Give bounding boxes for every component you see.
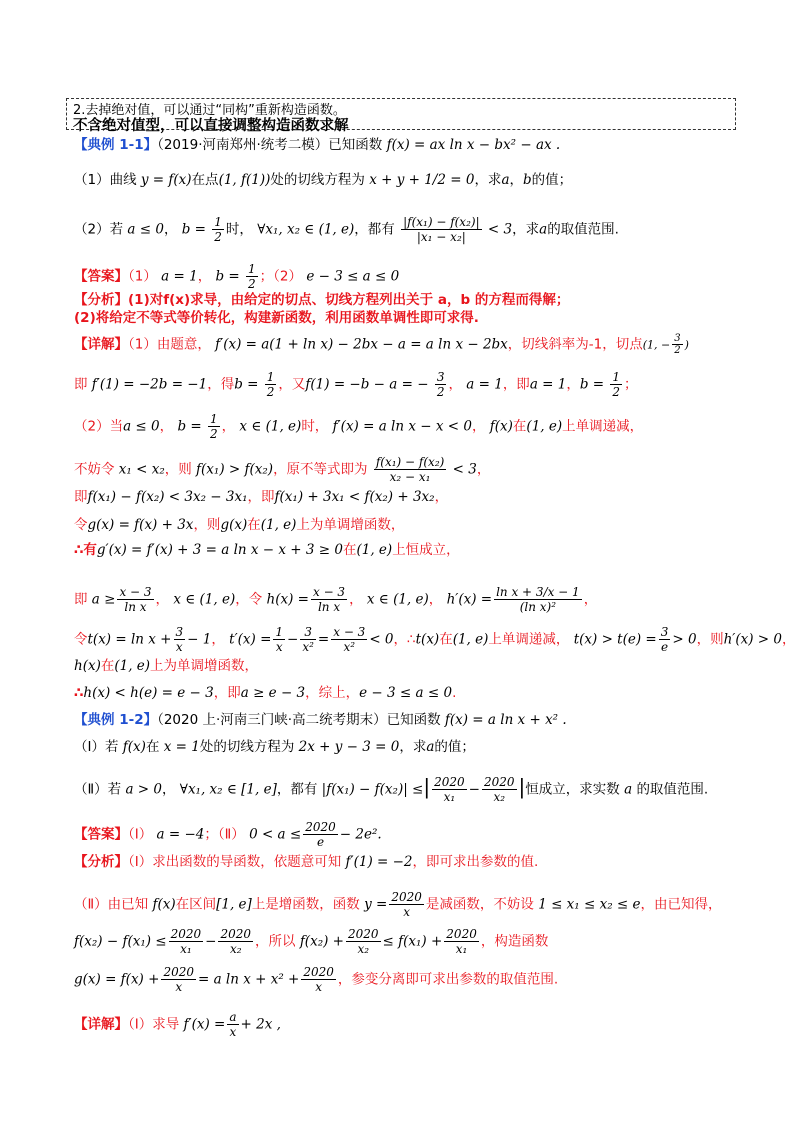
text: ，则: [696, 631, 724, 648]
text: 时，: [225, 221, 253, 238]
text: 在点: [191, 172, 219, 188]
text: 即: [74, 591, 88, 608]
ex1-tag: 【典例 1-1】: [74, 137, 158, 153]
denominator: x: [175, 980, 183, 994]
numerator: 1: [214, 215, 222, 229]
numerator: a: [229, 1010, 237, 1024]
text: 处的切线方程为: [270, 172, 365, 188]
math: f′(x) = a ln x − x < 0: [332, 418, 472, 435]
text: （2）若: [74, 221, 124, 238]
text: ，令: [235, 591, 263, 608]
text: ，: [155, 591, 170, 608]
math: |f(x₁) − f(x₂)| ≤: [321, 781, 424, 798]
text: ，则: [193, 517, 221, 533]
math: b =: [234, 376, 259, 393]
ex1-q2: [74, 215, 744, 244]
fraction: [374, 455, 446, 484]
fraction: [672, 333, 682, 356]
math: f′(x) = a(1 + ln x) − 2bx − a = a ln x − 2bx: [215, 336, 508, 353]
math: b: [523, 172, 532, 188]
math: − 1: [187, 631, 212, 648]
math: f(x): [489, 418, 513, 435]
ex2-analysis-3: [74, 927, 744, 956]
denominator: x₂: [357, 942, 370, 956]
text: ，即: [502, 376, 530, 393]
text: ；（2）: [259, 268, 303, 285]
math: (1, e): [526, 418, 563, 435]
text: 令: [74, 631, 88, 648]
numerator: 2020: [220, 927, 252, 941]
math: f(x₁) − f(x₂) < 3x₂ − 3x₁: [87, 489, 248, 505]
text: 上是增函数，函数: [251, 896, 360, 913]
method-subtitle: 不含绝对值型，可以直接调整构造函数求解: [73, 118, 349, 134]
text: 即: [74, 489, 88, 505]
math: (1, e): [452, 631, 489, 648]
ex1-header: [74, 135, 744, 155]
denominator: x₁: [443, 790, 456, 804]
text: ，: [349, 591, 363, 608]
math: x = 1: [163, 739, 200, 755]
text: （Ⅰ）: [128, 826, 153, 843]
math: a: [624, 781, 633, 798]
numerator: 2020: [434, 775, 465, 789]
math: b =: [177, 418, 202, 435]
text: ，: [448, 376, 462, 393]
text: ，∴: [393, 631, 416, 648]
numerator: 2020: [303, 965, 334, 979]
text: ，: [509, 172, 523, 188]
math: b =: [215, 268, 240, 285]
denominator: x: [275, 640, 283, 654]
text: 上单调递减，: [562, 418, 644, 435]
fraction: [311, 585, 347, 614]
text: ，原不等式即为: [273, 461, 368, 478]
fraction: [435, 370, 447, 399]
math: (1, e): [356, 542, 393, 558]
numerator: 2020: [391, 890, 422, 904]
fraction: [246, 262, 258, 291]
math: −: [468, 781, 480, 798]
math: a = −4: [156, 826, 205, 843]
math: a: [539, 221, 548, 238]
ex1-detail-6: [74, 515, 744, 535]
numerator: 3: [300, 625, 316, 640]
ex1-detail-9: [74, 625, 796, 654]
numerator: 3: [674, 333, 681, 344]
math: (1, e): [114, 658, 151, 674]
fraction: [218, 927, 253, 956]
text: ∴有: [74, 542, 97, 558]
text: （Ⅰ）求导: [128, 1016, 180, 1033]
math: 0 < a ≤: [249, 826, 302, 843]
text: 令: [74, 517, 88, 533]
denominator: 2: [209, 427, 218, 441]
numerator: x − 3: [119, 585, 152, 599]
text: ，: [583, 591, 598, 608]
text: ，即: [213, 685, 241, 701]
denominator: |x₁ − x₂|: [416, 230, 466, 244]
text: （1）由题意，: [128, 336, 211, 353]
text: （1）: [128, 268, 157, 285]
text: ，又: [278, 376, 306, 393]
ex1-detail-4: [74, 455, 744, 484]
denominator: x: [175, 640, 183, 654]
math: a ≥ e − 3: [240, 685, 306, 701]
text: 时，: [301, 418, 329, 435]
math: 1 ≤ x₁ ≤ x₂ ≤ e: [538, 896, 641, 913]
math: a = 1: [529, 376, 567, 393]
fraction: [169, 927, 204, 956]
text: ，: [781, 631, 796, 648]
math: =: [317, 631, 330, 648]
text: ，由已知得，: [640, 896, 722, 913]
math: f(x): [152, 896, 176, 913]
fraction: [401, 215, 482, 244]
ex1-answer: [74, 262, 744, 291]
ex2-analysis-2: [74, 890, 744, 919]
denominator: x²: [343, 640, 356, 654]
math: h(x) =: [266, 591, 309, 608]
text: ，: [471, 418, 486, 435]
numerator: 2020: [163, 965, 194, 979]
ex1-detail-8: [74, 585, 744, 614]
answer-tag: 【答案】: [74, 826, 128, 843]
denominator: x₂: [229, 942, 242, 956]
denominator: 2: [214, 230, 222, 244]
ex1-source: （2019·河南郑州·统考二模）已知函数: [157, 137, 383, 153]
numerator: 1: [248, 262, 256, 276]
denominator: x²: [302, 640, 314, 654]
ex2-source: （2020 上·河南三门峡·高二统考期末）已知函数: [157, 712, 441, 728]
numerator: 2020: [347, 927, 379, 941]
math: t′(x) =: [229, 631, 272, 648]
ex2-header: [74, 710, 744, 730]
math: h(x): [74, 658, 101, 674]
fraction: [212, 215, 224, 244]
ex2-detail-1: [74, 1010, 744, 1039]
math: f(x₂) − f(x₁) ≤: [74, 933, 167, 950]
math: > 0: [672, 631, 697, 648]
math: f′(x) =: [183, 1016, 226, 1033]
denominator: ln x: [317, 600, 341, 614]
text: 即: [74, 376, 88, 393]
text: 的取值范围.: [547, 221, 619, 238]
ex2-answer: [74, 820, 744, 849]
text: 上恒成立，: [392, 542, 460, 558]
denominator: 2: [266, 385, 275, 399]
math: b =: [181, 221, 206, 238]
math: (1, −: [642, 338, 671, 352]
fraction: [389, 890, 424, 919]
text: ，: [434, 489, 449, 505]
text: ，: [162, 781, 176, 798]
method-title: 2.去掉绝对值，可以通过“同构”重新构造函数。: [73, 103, 346, 118]
text: ，参变分离即可求出参数的取值范围.: [337, 971, 559, 988]
ex2-analysis-1: [74, 852, 744, 872]
math: a > 0: [125, 781, 162, 798]
math: g(x) = f(x) + 3x: [87, 517, 194, 533]
text: ，所以: [255, 933, 296, 950]
text: ，: [197, 268, 212, 285]
text: （2）当: [74, 418, 124, 435]
abs-bar: |: [518, 774, 526, 799]
math: ≤ f(x₁) +: [382, 933, 443, 950]
math: h(x) < h(e) = e − 3: [83, 685, 214, 701]
text: ，综上，: [305, 685, 360, 701]
fraction: [331, 625, 367, 654]
text: ，切线斜率为-1，切点: [507, 336, 643, 353]
fraction: [208, 412, 220, 441]
math: a ≥: [91, 591, 116, 608]
math: f(1) = −b − a = −: [305, 376, 429, 393]
numerator: 1: [209, 412, 218, 426]
text: 上单调递减，: [488, 631, 570, 648]
denominator: 2: [674, 345, 681, 356]
math: a: [426, 739, 435, 755]
math: [1, e]: [216, 896, 252, 913]
math: f(x₁) + 3x₁ < f(x₂) + 3x₂: [274, 489, 435, 505]
method-box: [66, 98, 736, 134]
numerator: 2020: [170, 927, 202, 941]
fraction: [346, 927, 381, 956]
math: a = 1: [466, 376, 503, 393]
math: − 2e².: [339, 826, 382, 843]
text: .: [452, 685, 457, 701]
text: 在: [439, 631, 453, 648]
text: ；: [624, 376, 638, 393]
ex1-analysis-1: [74, 290, 744, 310]
numerator: x − 3: [333, 625, 366, 639]
answer-tag: 【答案】: [74, 268, 128, 285]
fraction: [610, 370, 622, 399]
denominator: ln x: [124, 600, 147, 614]
text: 的值；: [434, 739, 475, 755]
denominator: 2: [436, 385, 445, 399]
math: ): [684, 338, 689, 352]
math: f′(1) = −2b = −1: [91, 376, 208, 393]
ex2-func: f(x) = a ln x + x² .: [444, 712, 567, 728]
text: 不妨令: [74, 461, 115, 478]
text: 的取值范围.: [636, 781, 709, 798]
numerator: 2020: [305, 820, 336, 834]
text: （Ⅱ）由已知: [74, 896, 149, 913]
text: 在: [342, 542, 357, 558]
denominator: x₁: [455, 942, 468, 956]
numerator: 3: [660, 625, 669, 639]
math: b =: [579, 376, 605, 393]
fraction: [273, 625, 285, 654]
ex1-q1: [74, 170, 744, 190]
fraction: [482, 775, 517, 804]
numerator: 3: [175, 625, 184, 639]
math: f(x₁) > f(x₂): [196, 461, 274, 478]
ex2-q2: [74, 775, 744, 804]
fraction: [300, 625, 316, 654]
numerator: |f(x₁) − f(x₂)|: [403, 215, 480, 229]
math: x₁ < x₂: [118, 461, 165, 478]
numerator: f(x₁) − f(x₂): [375, 455, 445, 469]
denominator: x: [315, 980, 323, 994]
math: g(x): [220, 517, 248, 533]
numerator: x − 3: [312, 585, 346, 599]
fraction: [265, 370, 277, 399]
denominator: 2: [612, 385, 621, 399]
detail-tag: 【详解】: [74, 336, 128, 353]
ex1-analysis-2: (2)将给定不等式等价转化，构建新函数，利用函数单调性即可求得.: [74, 310, 479, 326]
numerator: 2020: [446, 927, 477, 941]
ex2-tag: 【典例 1-2】: [74, 712, 158, 728]
numerator: 1: [275, 625, 284, 639]
ex1-detail-3: [74, 412, 744, 441]
denominator: e: [661, 640, 669, 654]
text: ，都有: [354, 221, 395, 238]
ex1-detail-5: [74, 487, 744, 507]
math: x ∈ (1, e): [173, 591, 236, 608]
text: 上为单调增函数，: [150, 658, 259, 674]
denominator: x₁: [180, 942, 192, 956]
text: ，: [566, 376, 580, 393]
math: (1, e): [260, 517, 297, 533]
text: 在: [100, 658, 115, 674]
text: 恒成立，求实数: [525, 781, 620, 798]
fraction: [444, 927, 479, 956]
fraction: [303, 820, 338, 849]
text: 在: [145, 739, 160, 755]
text: ，则: [164, 461, 192, 478]
text: ；（Ⅱ）: [204, 826, 245, 843]
math: e − 3 ≤ a ≤ 0: [306, 268, 400, 285]
denominator: x: [229, 1025, 237, 1039]
detail-tag: 【详解】: [74, 1016, 128, 1033]
text: （1）曲线: [74, 172, 137, 188]
text: 在: [512, 418, 527, 435]
text: ，求: [399, 739, 427, 755]
math: f′(1) = −2: [345, 854, 413, 870]
math: y =: [364, 896, 388, 913]
abs-bar: |: [423, 774, 431, 799]
ex2-q1: [74, 737, 744, 757]
numerator: ln x + 3/x − 1: [496, 585, 580, 599]
math: t(x) = ln x +: [87, 631, 172, 648]
ex1-func: f(x) = ax ln x − bx² − ax .: [386, 137, 561, 153]
text: 在区间: [175, 896, 217, 913]
fraction: [659, 625, 671, 654]
fraction: [161, 965, 196, 994]
text: 的值；: [531, 172, 573, 188]
ex1-detail-10: [74, 656, 744, 676]
numerator: 1: [266, 370, 275, 384]
text: ，: [163, 221, 178, 238]
text: ，: [221, 418, 236, 435]
math: e − 3 ≤ a ≤ 0: [359, 685, 453, 701]
text: ，求: [512, 221, 540, 238]
numerator: 2020: [483, 775, 515, 789]
math: f(x₂) +: [299, 933, 344, 950]
fraction: [494, 585, 582, 614]
text: (1)对f(x)求导，由给定的切点、切线方程列出关于 a，b 的方程而得解；: [128, 292, 570, 308]
math: y = f(x): [140, 172, 192, 188]
math: a = 1: [161, 268, 198, 285]
math: a ≤ 0: [123, 418, 160, 435]
math: (1, f(1)): [218, 172, 271, 188]
math: < 0: [369, 631, 394, 648]
text: 处的切线方程为: [199, 739, 295, 755]
fraction: [301, 965, 336, 994]
fraction: [174, 625, 186, 654]
math: g′(x) = f′(x) + 3 = a ln x − x + 3 ≥ 0: [96, 542, 343, 558]
text: ，构造函数: [480, 933, 549, 950]
math: f(x): [122, 739, 146, 755]
text: ，即: [247, 489, 275, 505]
math: h′(x) =: [446, 591, 493, 608]
denominator: 2: [248, 277, 256, 291]
text: 上为单调增函数，: [296, 517, 405, 533]
math: g(x) = f(x) +: [74, 971, 160, 988]
numerator: 1: [612, 370, 621, 384]
numerator: 3: [436, 370, 445, 384]
denominator: x₂: [493, 790, 506, 804]
math: < 3: [487, 221, 513, 238]
math: x ∈ (1, e): [239, 418, 302, 435]
text: 在: [247, 517, 261, 533]
denominator: (ln x)²: [519, 600, 557, 614]
math: −: [205, 933, 217, 950]
math: t(x): [415, 631, 440, 648]
text: ，: [476, 461, 491, 478]
text: ，即可求出参数的值.: [412, 854, 539, 870]
math: 2x + y − 3 = 0: [298, 739, 400, 755]
analysis-tag: 【分析】: [74, 292, 128, 308]
math: x + y + 1/2 = 0: [369, 172, 475, 188]
fraction: [432, 775, 467, 804]
text: ，求: [474, 172, 502, 188]
math: a ≤ 0: [127, 221, 164, 238]
math: ∀x₁, x₂ ∈ [1, e]: [179, 781, 277, 798]
math: −: [287, 631, 299, 648]
text: ，得: [207, 376, 235, 393]
denominator: x₂ − x₁: [389, 470, 431, 484]
math: x ∈ (1, e): [366, 591, 429, 608]
denominator: e: [316, 835, 325, 849]
fraction: [227, 1010, 238, 1039]
math: a: [501, 172, 510, 188]
text: ，: [159, 418, 174, 435]
denominator: x: [403, 905, 410, 919]
text: （Ⅱ）若: [74, 781, 122, 798]
ex1-detail-7: [74, 540, 744, 560]
text: （Ⅰ）若: [74, 739, 119, 755]
math: = a ln x + x² +: [197, 971, 300, 988]
text: ，都有: [276, 781, 318, 798]
text: 是减函数，不妨设: [425, 896, 534, 913]
math: + 2x ,: [240, 1016, 281, 1033]
analysis-tag: 【分析】: [74, 854, 128, 870]
fraction: [117, 585, 153, 614]
math: < 3: [452, 461, 477, 478]
ex1-detail-1: [74, 333, 744, 356]
math: ∀x₁, x₂ ∈ (1, e): [257, 221, 355, 238]
math: t(x) > t(e) =: [573, 631, 657, 648]
text: ∴: [74, 685, 84, 701]
ex1-detail-2: [74, 370, 744, 399]
math: h′(x) > 0: [723, 631, 782, 648]
text: （Ⅰ）求出函数的导函数，依题意可知: [128, 854, 342, 870]
text: ，: [428, 591, 443, 608]
ex1-detail-11: [74, 683, 744, 703]
text: ，: [211, 631, 225, 648]
ex2-analysis-4: [74, 965, 744, 994]
